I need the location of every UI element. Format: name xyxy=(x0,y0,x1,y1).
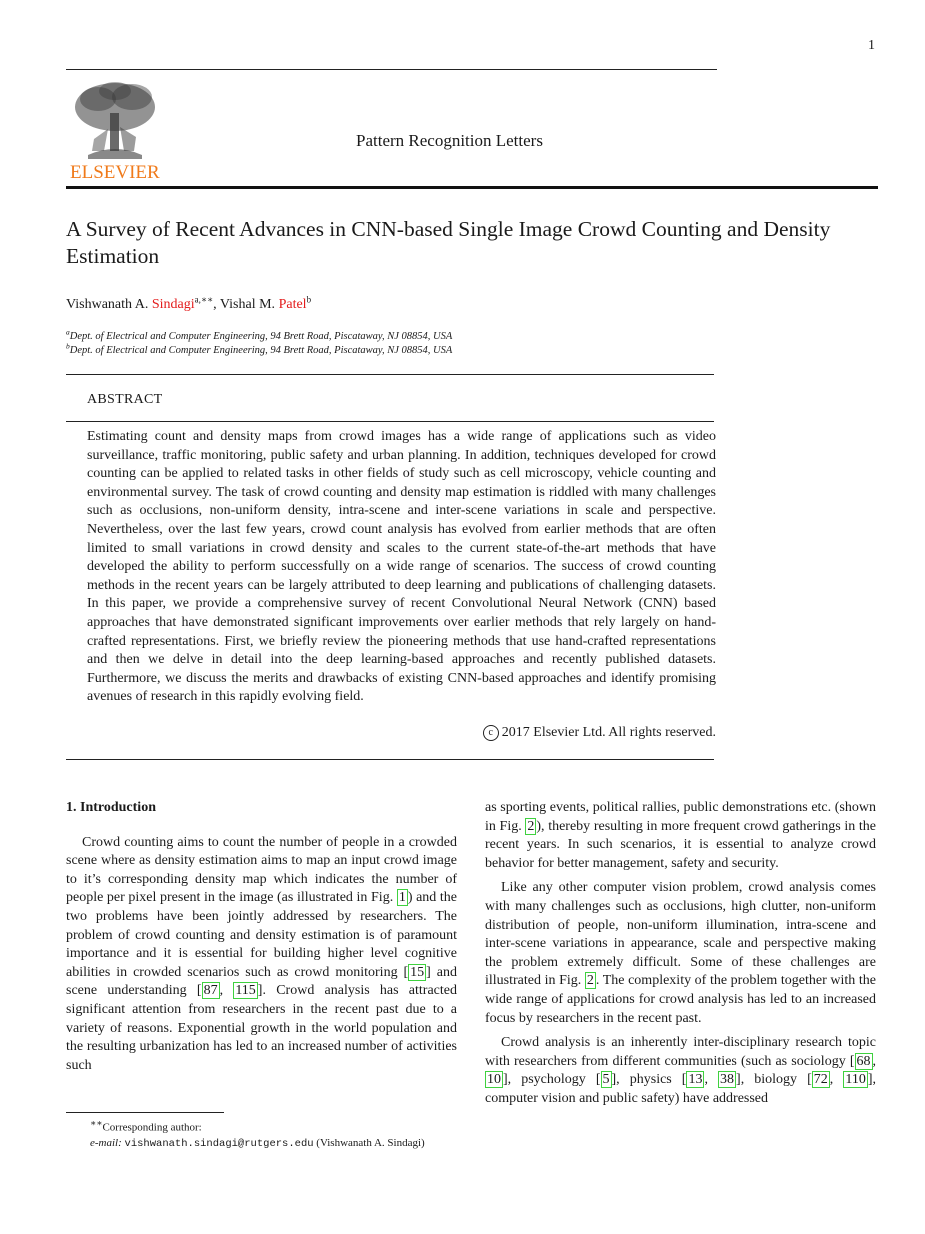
intro-paragraph-1 xyxy=(66,834,457,1076)
footnote-corresponding xyxy=(66,1116,457,1136)
author-2-first: Vishal M. xyxy=(219,297,276,312)
figure-ref-1[interactable]: 1 xyxy=(398,890,406,906)
copyright-line xyxy=(87,725,716,741)
citation-10[interactable]: 10 xyxy=(487,1072,501,1088)
copyright-text: 2017 Elsevier Ltd. All rights reserved. xyxy=(501,725,716,740)
author-separator: , xyxy=(213,297,217,312)
citation-72[interactable]: 72 xyxy=(813,1072,828,1088)
affiliation-b xyxy=(66,341,453,356)
intro-p1-text-2: ) and the two problems have been jointly addressed by researchers. The problem of crowd counting and density estimation is of paramount importance and it is essential for building higher level cognitive abilities in crowded scenarios such as crowd monitoring [ xyxy=(66,890,457,980)
header-thick-rule xyxy=(66,186,878,189)
abstract-heading: ABSTRACT xyxy=(87,392,163,407)
copyright-icon: c xyxy=(483,725,499,741)
intro-p3-text-3: ], psychology [ xyxy=(503,1072,601,1088)
right-column xyxy=(485,799,876,1115)
intro-p1c-text-2: ), thereby resulting in more frequent crowd gatherings in the recent years. In such scenarios, it is essential to analyze crowd behavior for better management, safety and security. xyxy=(485,818,876,871)
section-heading-introduction: 1. Introduction xyxy=(66,800,156,815)
intro-p1-text-3: ] and scene understanding [ xyxy=(66,964,457,999)
author-1-sup: a,∗∗ xyxy=(194,294,214,305)
abstract-bottom-rule xyxy=(66,759,714,760)
elsevier-wordmark: ELSEVIER xyxy=(70,162,160,180)
figure-ref-2[interactable]: 2 xyxy=(527,818,535,834)
intro-p1-text-1: Crowd counting aims to count the number of people in a crowded scene where as density estimation aims to map an input crowd image to it’s corresponding density map which indicates the number of people per pixel present in the image (as illustrated in Fig. xyxy=(66,834,457,906)
citation-110[interactable]: 110 xyxy=(845,1072,866,1088)
footnote-label: Corresponding author: xyxy=(102,1121,202,1134)
intro-p3-text-4: ], physics [ xyxy=(611,1072,687,1088)
intro-paragraph-3 xyxy=(485,1034,876,1108)
intro-paragraph-1-continued xyxy=(485,799,876,873)
intro-p2-text-1: Like any other computer vision problem, crowd analysis comes with many challenges such as occlusions, high clutter, non-uniform distribution of people, non-uniform illumination, intra-scene and inter-scene variations in appearance, scale and perspective making the problem extremely difficult. Some of these challenges are illustrated in Fig. xyxy=(485,880,876,989)
intro-p3-text-2: , xyxy=(872,1053,876,1069)
author-2-sup: b xyxy=(306,294,312,305)
author-list xyxy=(66,294,312,313)
citation-15[interactable]: 15 xyxy=(410,964,425,980)
footnote-rule xyxy=(66,1112,224,1113)
affiliation-a-mark: a xyxy=(66,327,70,337)
footnote xyxy=(66,1112,457,1152)
email-address[interactable]: vishwanath.sindagi@rutgers.edu xyxy=(124,1137,314,1150)
author-2-last[interactable]: Patel xyxy=(278,297,307,312)
citation-68[interactable]: 68 xyxy=(856,1053,871,1069)
intro-p1-text-4: , xyxy=(219,983,234,999)
intro-p3-text-7: , xyxy=(829,1072,844,1088)
left-column xyxy=(66,799,457,1081)
journal-name: Pattern Recognition Letters xyxy=(356,131,543,150)
intro-paragraph-2 xyxy=(485,879,876,1028)
intro-p3-text-5: , xyxy=(704,1072,719,1088)
elsevier-tree-icon xyxy=(68,77,162,180)
intro-p1-text-5: ]. Crowd analysis has attracted significant attention from researchers in the recent past due to a variety of reasons. Exponential growth in the world population and the resulting urbanization has led to an increased number of activities such xyxy=(66,983,457,1073)
citation-13[interactable]: 13 xyxy=(688,1072,703,1088)
affiliation-b-mark: b xyxy=(66,341,70,351)
author-1-first: Vishwanath A. xyxy=(66,297,149,312)
abstract-top-rule xyxy=(66,374,714,375)
email-owner: (Vishwanath A. Sindagi) xyxy=(316,1136,425,1149)
citation-115[interactable]: 115 xyxy=(235,983,256,999)
affiliation-b-text: Dept. of Electrical and Computer Engineering, 94 Brett Road, Piscataway, NJ 08854, USA xyxy=(69,345,453,356)
abstract-text: Estimating count and density maps from crowd images has a wide range of applications such as video surveillance, traffic monitoring, public safety and urban planning. In addition, techniques developed for crowd counting can be applied to related tasks in other fields of study such as cell microscopy, vehicle counting and environmental survey. The task of crowd counting and density map estimation is riddled with many challenges such as occlusions, non-uniform density, intra-scene and inter-scene variations in scale and perspective. Nevertheless, over the last few years, crowd count analysis has evolved from earlier methods that are often limited to small variations in crowd density and scales to the current state-of-the-art methods that have developed the ability to perform successfully on a wide range of scenarios. The success of crowd counting methods in the recent years can be largely attributed to deep learning and publications of challenging datasets. In this paper, we provide a comprehensive survey of recent Convolutional Neural Network (CNN) based approaches that have demonstrated significant improvements over earlier methods that rely largely on hand-crafted representations. First, we briefly review the pioneering methods that use hand-crafted representations and then we delve in detail into the deep learning-based approaches and recently published datasets. Furthermore, we discuss the merits and drawbacks of existing CNN-based approaches and identify promising avenues of research in this rapidly evolving field. xyxy=(87,429,716,705)
intro-p3-text-8: ], computer vision and public safety) have addressed xyxy=(485,1072,877,1106)
citation-5[interactable]: 5 xyxy=(602,1072,610,1088)
footnote-email-line xyxy=(66,1136,457,1152)
citation-87[interactable]: 87 xyxy=(203,983,218,999)
citation-38[interactable]: 38 xyxy=(720,1072,735,1088)
intro-p2-text-2: . The complexity of the problem together with the wide range of applications for crowd analysis has led to an increased focus by researchers in the recent past. xyxy=(485,973,876,1026)
abstract-heading-rule xyxy=(66,421,714,422)
intro-p1c-text-1: as sporting events, political rallies, public demonstrations etc. (shown in Fig. xyxy=(485,800,876,834)
affiliation-a xyxy=(66,327,453,342)
footnote-mark: ∗∗ xyxy=(90,1118,103,1128)
intro-p3-text-6: ], biology [ xyxy=(736,1072,812,1088)
affiliation-a-text: Dept. of Electrical and Computer Engineering, 94 Brett Road, Piscataway, NJ 08854, USA xyxy=(69,331,453,342)
figure-ref-2b[interactable]: 2 xyxy=(586,973,594,989)
author-1-last[interactable]: Sindagi xyxy=(151,297,195,312)
email-label: e-mail: xyxy=(90,1136,122,1149)
intro-p3-text-1: Crowd analysis is an inherently inter-disciplinary research topic with researchers from different communities (such as sociology [ xyxy=(485,1035,876,1069)
elsevier-logo xyxy=(68,77,162,180)
paper-title: A Survey of Recent Advances in CNN-based Single Image Crowd Counting and Density Estimation xyxy=(66,217,831,268)
page-number: 1 xyxy=(868,38,875,53)
header-top-rule xyxy=(66,69,717,70)
